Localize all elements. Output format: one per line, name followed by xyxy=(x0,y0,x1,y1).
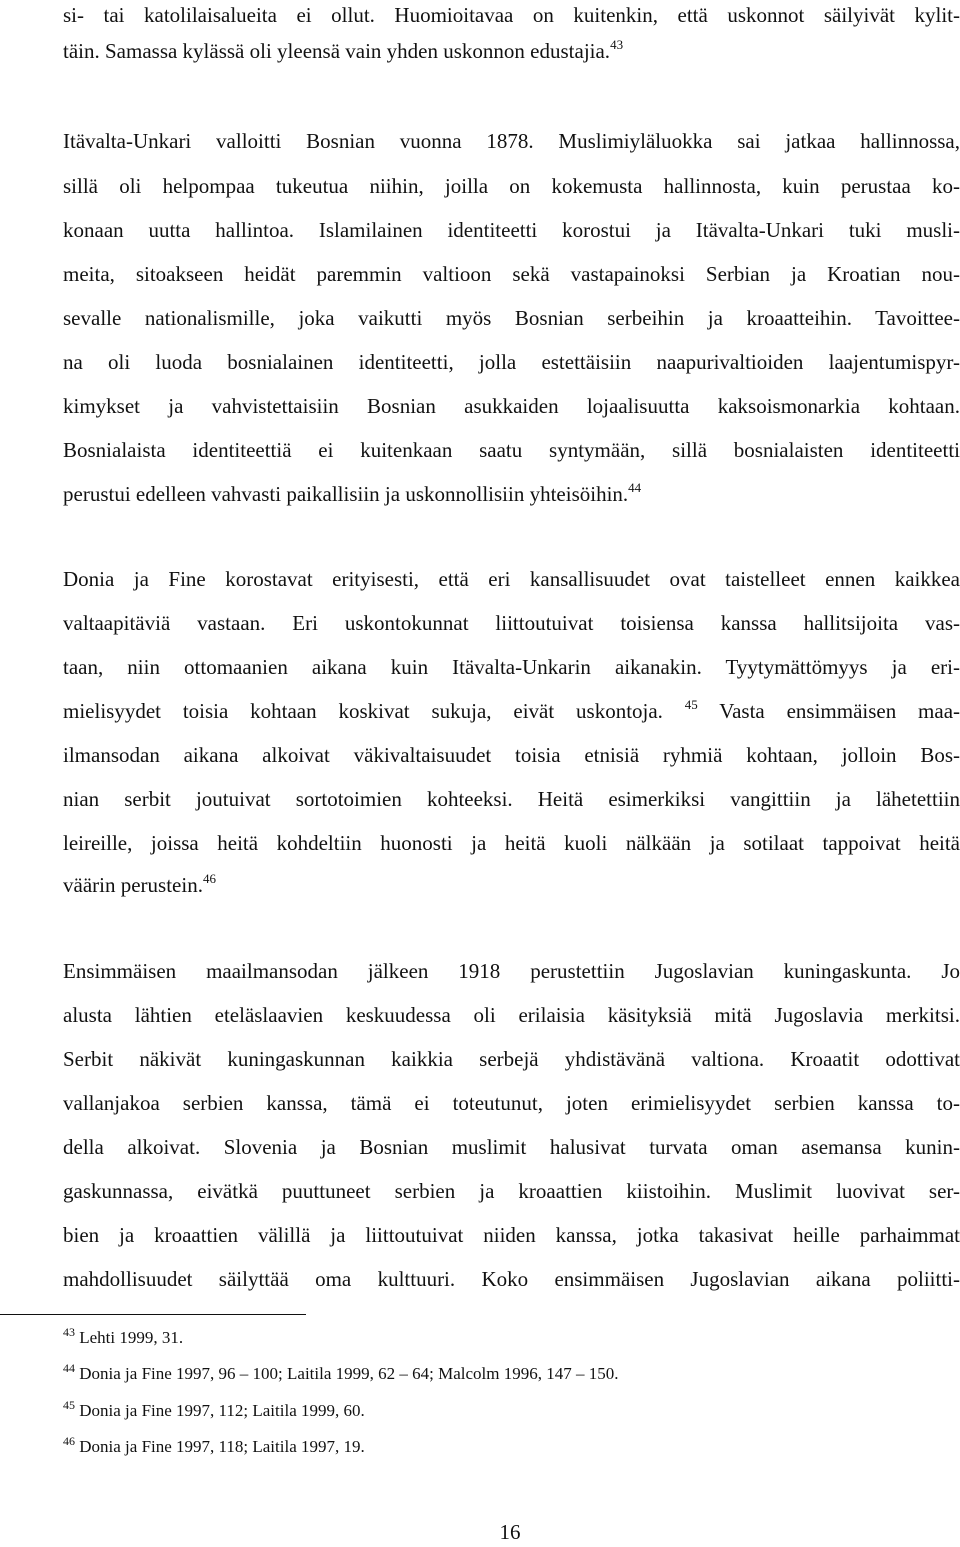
text-line: Ensimmäisen maailmansodan jälkeen 1918 perustettiin Jugoslavian kuningaskunta. Jo xyxy=(63,959,960,983)
text-line: konaan uutta hallintoa. Islamilainen identiteetti korostui ja Itävalta-Unkari tuki musli- xyxy=(63,218,960,242)
footnote xyxy=(63,1361,618,1387)
text-line: meita, sitoakseen heidät paremmin valtioon sekä vastapainoksi Serbian ja Kroatian nou- xyxy=(63,262,960,286)
text-line: ilmansodan aikana alkoivat väkivaltaisuudet toisia etnisiä ryhmiä kohtaan, jolloin Bos- xyxy=(63,743,960,767)
footnote-number: 45 xyxy=(63,1398,75,1412)
text-line: sillä oli helpompaa tukeutua niihin, joilla on kokemusta hallinnosta, kuin perustaa ko- xyxy=(63,174,960,198)
text-line: nian serbit joutuivat sortotoimien kohteeksi. Heitä esimerkiksi vangittiin ja lähetettiin xyxy=(63,787,960,811)
text-line: taan, niin ottomaanien aikana kuin Itävalta-Unkarin aikanakin. Tyytymättömyys ja eri- xyxy=(63,655,960,679)
footnote xyxy=(63,1434,365,1460)
text-line: mielisyydet toisia kohtaan koskivat sukuja, eivät uskontoja. $^{45}$ Vasta ensimmäisen maa- xyxy=(63,697,960,723)
footnote-ref: 44 xyxy=(628,480,642,495)
footnote-text: Donia ja Fine 1997, 96 – 100; Laitila 1999, 62 – 64; Malcolm 1996, 147 – 150. xyxy=(79,1364,619,1383)
text-line: väärin perustein.$^{46}$ xyxy=(63,871,216,897)
text-line: della alkoivat. Slovenia ja Bosnian muslimit halusivat turvata oman asemansa kunin- xyxy=(63,1135,960,1159)
page-number: 16 xyxy=(499,1520,521,1544)
text-line: täin. Samassa kylässä oli yleensä vain yhden uskonnon edustajia.$^{43}$ xyxy=(63,37,624,63)
text-line: si- tai katolilaisalueita ei ollut. Huomioitavaa on kuitenkin, että uskonnot säilyivät kylit- xyxy=(63,3,960,27)
text-line: alusta lähtien eteläslaavien keskuudessa oli erilaisia käsityksiä mitä Jugoslavia merkitsi. xyxy=(63,1003,960,1027)
footnote-text: Lehti 1999, 31. xyxy=(79,1328,184,1347)
footnote-number: 43 xyxy=(63,1325,75,1339)
footnote-ref: 45 xyxy=(684,697,698,712)
footnote-number: 46 xyxy=(63,1434,75,1448)
text-line: Bosnialaista identiteettiä ei kuitenkaan saatu syntymään, sillä bosnialaisten identiteetti xyxy=(63,438,960,462)
text-line: Itävalta-Unkari valloitti Bosnian vuonna 1878. Muslimiyläluokka sai jatkaa hallinnossa, xyxy=(63,129,960,153)
footnote-separator xyxy=(0,1314,306,1315)
footnote-ref: 43 xyxy=(610,37,624,52)
text-line: gaskunnassa, eivätkä puuttuneet serbien ja kroaattien kiistoihin. Muslimit luovivat ser- xyxy=(63,1179,960,1203)
text-line: sevalle nationalismille, joka vaikutti myös Bosnian serbeihin ja kroaatteihin. Tavoittee- xyxy=(63,306,960,330)
text-line: kimykset ja vahvistettaisiin Bosnian asukkaiden lojaalisuutta kaksoismonarkia kohtaan. xyxy=(63,394,960,418)
footnote-text: Donia ja Fine 1997, 112; Laitila 1999, 60. xyxy=(79,1401,365,1420)
text-line: vallanjakoa serbien kanssa, tämä ei toteutunut, joten erimielisyydet serbien kanssa to- xyxy=(63,1091,960,1115)
text-line: mahdollisuudet säilyttää oma kulttuuri. Koko ensimmäisen Jugoslavian aikana poliitti- xyxy=(63,1267,960,1291)
text-line: valtaapitäviä vastaan. Eri uskontokunnat liittoutuivat toisiensa kanssa hallitsijoita vas- xyxy=(63,611,960,635)
text-line: na oli luoda bosnialainen identiteetti, jolla estettäisiin naapurivaltioiden laajentumispyr- xyxy=(63,350,960,374)
footnote xyxy=(63,1325,183,1351)
footnote-ref: 46 xyxy=(202,871,216,886)
footnote-number: 44 xyxy=(63,1361,75,1375)
text-line: Donia ja Fine korostavat erityisesti, että eri kansallisuudet ovat taistelleet ennen kaikkea xyxy=(63,567,960,591)
text-line: bien ja kroaattien välillä ja liittoutuivat niiden kanssa, jotka takasivat heille parhaimmat xyxy=(63,1223,960,1247)
footnote xyxy=(63,1398,365,1424)
text-line: leireille, joissa heitä kohdeltiin huonosti ja heitä kuoli nälkään ja sotilaat tappoivat heitä xyxy=(63,831,960,855)
footnote-text: Donia ja Fine 1997, 118; Laitila 1997, 19. xyxy=(79,1437,365,1456)
text-line: perustui edelleen vahvasti paikallisiin ja uskonnollisiin yhteisöihin.$^{44}$ xyxy=(63,480,642,506)
text-line: Serbit näkivät kuningaskunnan kaikkia serbejä yhdistävänä valtiona. Kroaatit odottivat xyxy=(63,1047,960,1071)
